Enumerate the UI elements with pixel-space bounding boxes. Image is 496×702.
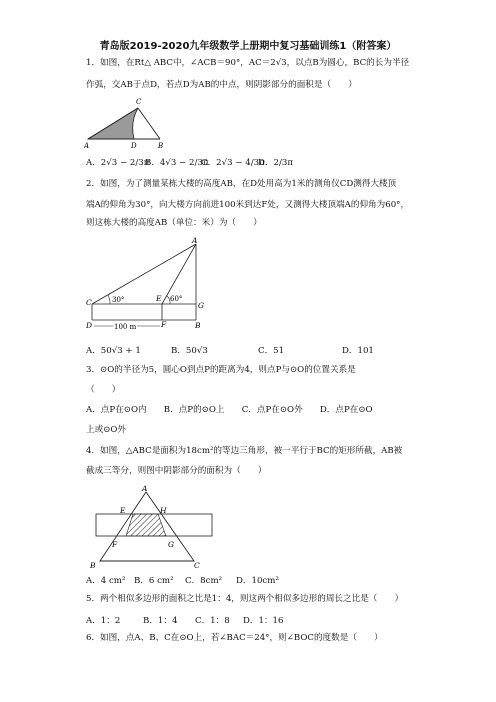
q2-label-e: E [156,294,162,303]
q1-text-line1: 1．如图，在Rt△ ABC中，∠ACB＝90°，AC＝2√3，以点B为圆心，BC的长为半径 [86,58,410,68]
q5-option-d: D．1：16 [243,616,284,626]
q3-text-line2: （ ） [86,385,121,395]
q6-text-line1: 6．如图，点A、B、C在⊙O上，若∠BAC＝24°，则∠BOC的度数是（ ） [86,633,383,643]
q5-option-b: B．1：4 [143,616,178,626]
q1-label-b: B [158,142,164,150]
q1-text-line2: 作弧，交AB于点D，若点D为AB的中点，则阴影部分的面积是（ ） [86,80,357,90]
q5-option-c: C．1：8 [195,616,230,626]
q3-options-line2: 上或⊙O外 [86,425,127,435]
q4-option-b: B．6 cm² [134,576,174,586]
q2-text-line1: 2．如图，为了测量某栋大楼的高度AB，在D处用高为1米的测角仪CD测得大楼顶 [86,179,397,189]
q2-label-distance: 100 m [114,323,137,331]
q3-text-line1: 3．⊙O的半径为5，圆心O到点P的距离为4，则点P与⊙O的位置关系是 [86,365,356,375]
q4-option-c: C．8cm² [185,576,223,586]
q3-options-line1: A．点P在⊙O内 B．点P的⊙O上 C．点P在⊙O外 D．点P在⊙O [86,405,373,415]
q4-label-f: F [112,540,118,549]
q4-text-line1: 4．如图，△ABC是面积为18cm²的等边三角形，被一平行于BC的矩形所截，AB被 [86,446,403,456]
q4-option-d: D．10cm² [236,576,279,586]
q1-label-c: C [136,98,142,106]
q4-label-h: H [160,506,167,515]
q4-label-a: A [142,484,148,493]
q2-figure [84,234,214,334]
q1-option-c: C．2√3 − 4/3π [201,158,265,168]
q2-option-a: A．50√3 + 1 [86,346,141,356]
q4-label-b: B [90,561,96,570]
q2-label-b: B [195,321,201,330]
q2-label-angle30: 30° [112,296,125,304]
q4-shaded-region [126,514,166,536]
q4-label-g: G [168,540,174,549]
q2-label-f: F [161,320,167,329]
q2-option-b: B．50√3 [171,346,208,356]
page-title: 青岛版2019-2020九年级数学上册期中复习基础训练1（附答案） [99,41,397,52]
q2-label-a: A [192,236,198,245]
q4-text-line2: 截成三等分，则图中阴影部分的面积为（ ） [86,466,267,476]
q1-label-d: D [131,142,137,150]
q1-option-a: A．2√3 − 2/3π [86,158,150,168]
q4-figure [86,484,226,570]
q2-label-d: D [86,321,93,330]
q1-option-d: D．2/3π [258,158,293,168]
q1-figure [84,96,174,152]
q2-label-c: C [86,298,92,307]
q4-option-a: A．4 cm² [86,576,126,586]
q4-label-e: E [120,506,126,515]
q2-option-d: D．101 [342,346,374,356]
q2-text-line3: 则这栋大楼的高度AB（单位：米）为（ ） [86,218,262,228]
q1-label-a: A [84,142,90,150]
q2-text-line2: 端A的仰角为30°，向大楼方向前进100米到达F处，又测得大楼顶端A的仰角为60°， [86,200,410,210]
q2-option-c: C．51 [258,346,285,356]
q5-text-line1: 5．两个相似多边形的面积之比是1：4，则这两个相似多边形的周长之比是（ ） [86,594,404,604]
q5-option-a: A．1：2 [86,616,121,626]
q2-label-g: G [198,301,204,310]
q2-label-angle60: 60° [170,295,183,303]
q4-label-c: C [194,561,200,570]
q1-option-b: B．4√3 − 2/3π [145,158,209,168]
